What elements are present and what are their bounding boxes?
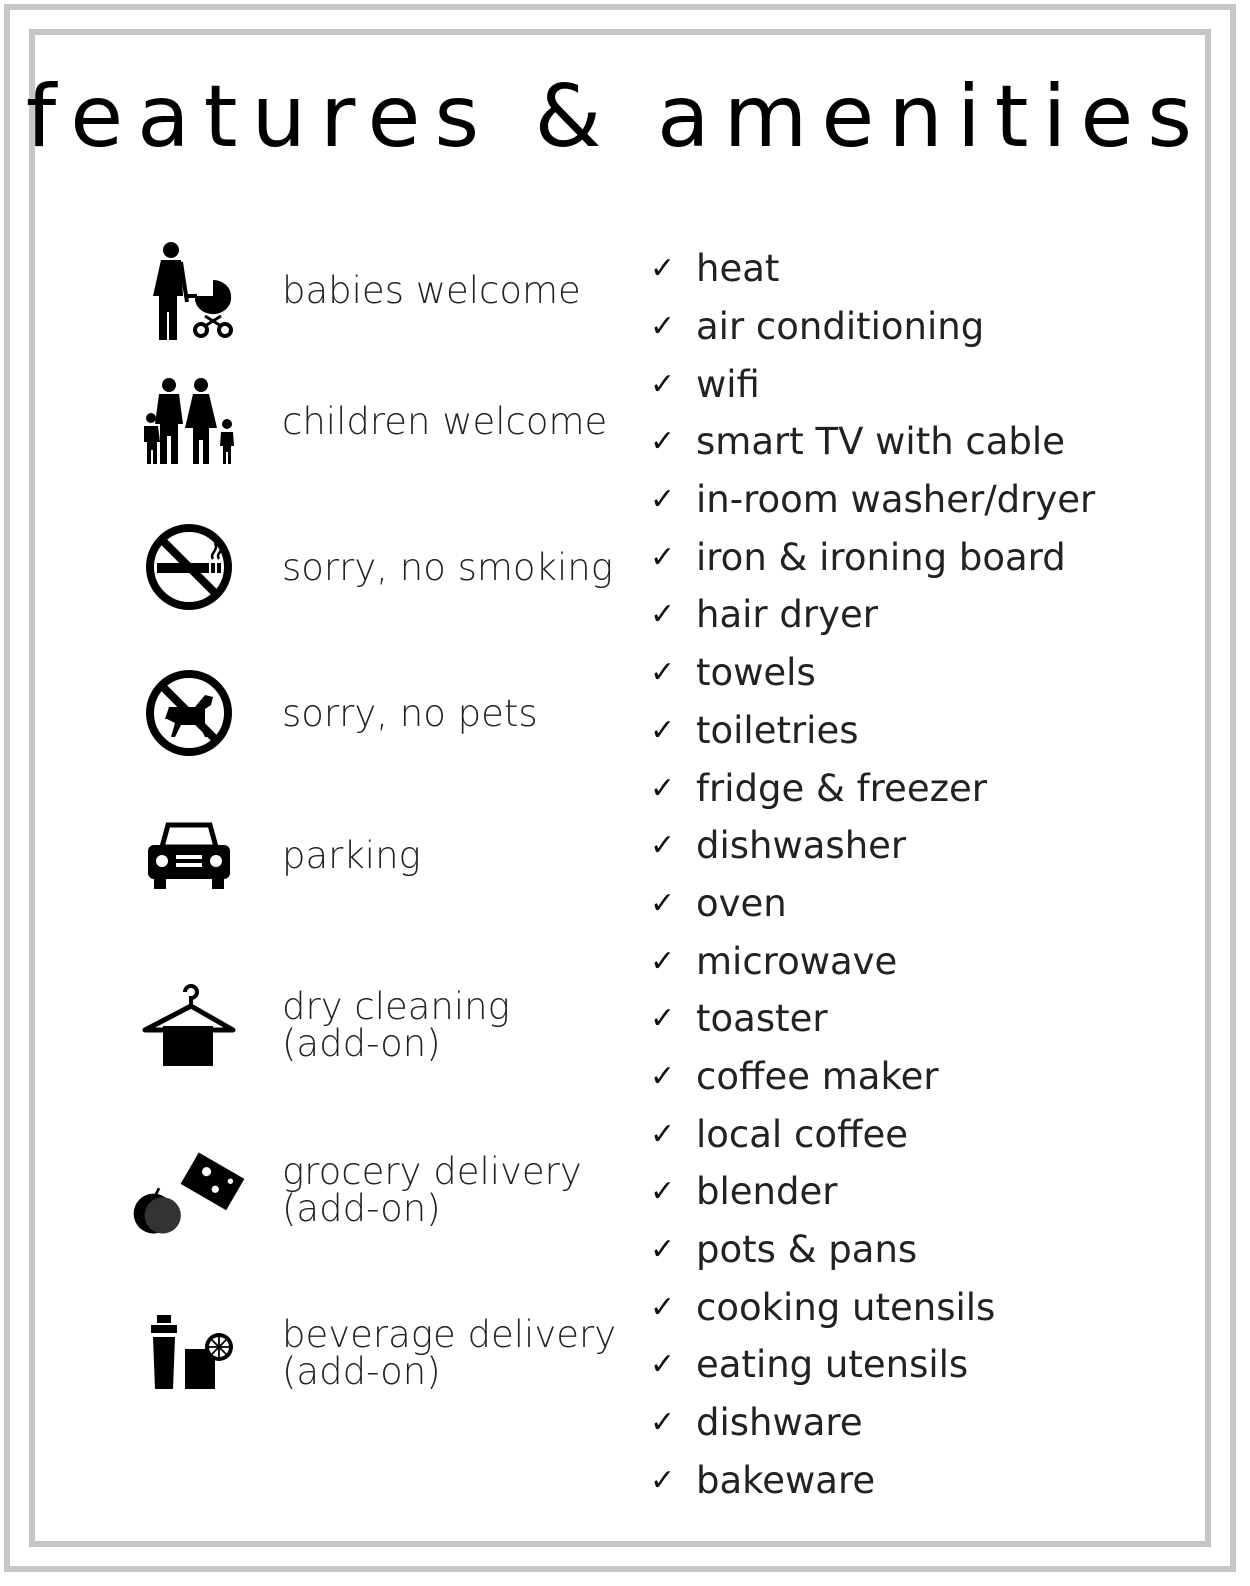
amenity-label: pots & pans [696,1228,918,1272]
page-title: features & amenities [25,67,1207,167]
checkmark-icon: ✓ [650,828,676,864]
amenity-item [650,1163,1120,1221]
amenity-label: blender [696,1170,838,1214]
amenity-label: coffee maker [696,1054,939,1098]
amenity-item [650,1048,1120,1106]
amenity-label: towels [696,651,816,695]
amenity-label: in-room washer/dryer [696,478,1096,522]
amenity-label: air conditioning [696,305,985,349]
checkmark-icon: ✓ [650,1001,676,1037]
amenity-item [650,1221,1120,1279]
amenity-item [650,528,1120,586]
amenity-item [650,1451,1120,1509]
amenity-label: smart TV with cable [696,420,1065,464]
amenity-label: microwave [696,939,898,983]
amenity-label: dishware [696,1401,863,1445]
checkmark-icon: ✓ [650,1462,676,1498]
checkmark-icon: ✓ [650,1232,676,1268]
feature-beverage-delivery [130,1298,617,1408]
checkmark-icon: ✓ [650,424,676,460]
amenity-item [650,1105,1120,1163]
car-icon [130,800,248,910]
amenity-item [650,702,1120,760]
amenity-label: heat [696,247,780,291]
amenity-item [650,240,1120,298]
checkmark-icon: ✓ [650,770,676,806]
family-icon [130,366,248,476]
amenity-item [650,817,1120,875]
feature-no-smoking [130,512,613,622]
no-pets-icon [130,658,248,768]
amenity-label: wifi [696,362,760,406]
checkmark-icon: ✓ [650,885,676,921]
amenity-label: local coffee [696,1112,908,1156]
grocery-icon [130,1135,248,1245]
feature-label: parking [282,833,421,877]
hanger-icon [130,970,248,1080]
amenity-label: oven [696,881,787,925]
amenity-item [650,586,1120,644]
amenity-label: cooking utensils [696,1285,996,1329]
checkmark-icon: ✓ [650,1347,676,1383]
amenity-item [650,355,1120,413]
amenity-label: iron & ironing board [696,535,1066,579]
amenity-label: eating utensils [696,1343,969,1387]
feature-children-welcome [130,366,610,476]
amenity-item [650,298,1120,356]
checkmark-icon: ✓ [650,366,676,402]
feature-babies-welcome [130,235,610,345]
feature-parking [130,800,610,910]
amenity-label: toiletries [696,708,859,752]
feature-label: babies welcome [282,268,581,312]
amenity-label: hair dryer [696,593,878,637]
amenity-item [650,759,1120,817]
feature-label: beverage delivery [282,1313,617,1356]
amenity-item [650,644,1120,702]
feature-label: grocery delivery [282,1150,582,1193]
checkmark-icon: ✓ [650,943,676,979]
checkmark-icon: ✓ [650,1058,676,1094]
checkmark-icon: ✓ [650,1405,676,1441]
beverage-icon [130,1298,248,1408]
checkmark-icon: ✓ [650,597,676,633]
amenity-label: fridge & freezer [696,766,987,810]
amenity-item [650,1394,1120,1452]
amenity-label: bakeware [696,1458,876,1502]
feature-grocery-delivery [130,1135,610,1245]
amenity-item [650,990,1120,1048]
amenity-item [650,1278,1120,1336]
feature-label: children welcome [282,399,608,443]
checkmark-icon: ✓ [650,1289,676,1325]
amenity-item [650,1336,1120,1394]
no-smoking-icon [130,512,248,622]
checkmark-icon: ✓ [650,712,676,748]
checkmark-icon: ✓ [650,539,676,575]
feature-label: dry cleaning [282,985,510,1028]
amenity-item [650,932,1120,990]
parent-stroller-icon [130,235,248,345]
feature-no-pets [130,658,610,768]
amenity-item [650,875,1120,933]
checkmark-icon: ✓ [650,251,676,287]
checkmark-icon: ✓ [650,309,676,345]
amenity-item [650,413,1120,471]
checkmark-icon: ✓ [650,655,676,691]
amenity-label: toaster [696,997,828,1041]
feature-label-addon: (add-on) [282,1187,441,1230]
feature-dry-cleaning [130,970,610,1080]
feature-label: sorry, no smoking [282,545,613,589]
feature-label-addon: (add-on) [282,1022,441,1065]
checkmark-icon: ✓ [650,1174,676,1210]
amenity-label: dishwasher [696,824,907,868]
amenity-item [650,471,1120,529]
checkmark-icon: ✓ [650,1116,676,1152]
checkmark-icon: ✓ [650,482,676,518]
amenities-checklist [650,240,1120,1509]
feature-label-addon: (add-on) [282,1350,441,1393]
feature-label: sorry, no pets [282,691,538,735]
